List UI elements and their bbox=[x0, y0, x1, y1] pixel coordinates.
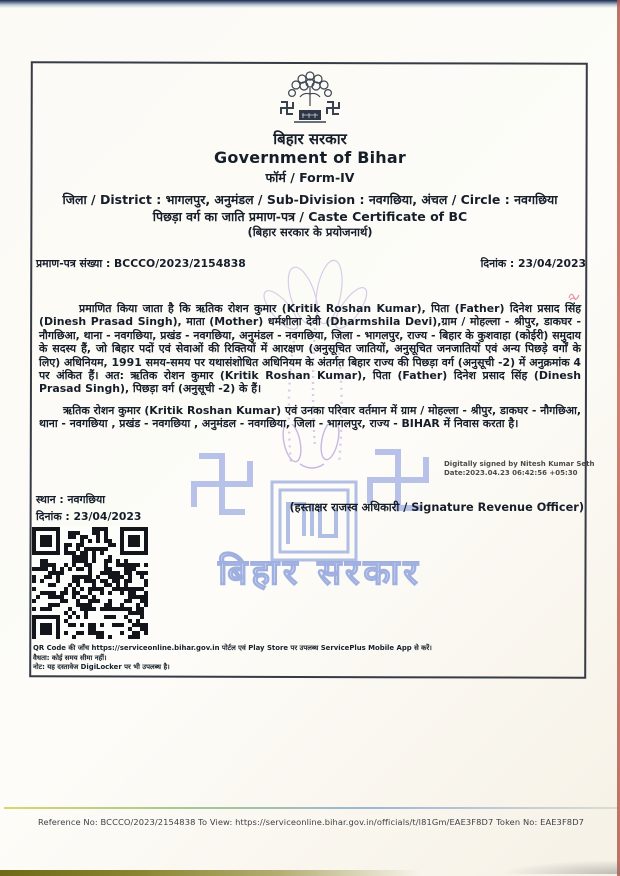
bihar-sarkar-watermark-text: बिहार सरकार bbox=[218, 553, 422, 593]
title-hindi: बिहार सरकार bbox=[273, 130, 347, 148]
district-line: जिला / District : भागलपुर, अनुमंडल / Sub-Division : नवगछिया, अंचल / Circle : नवगछिया bbox=[62, 192, 558, 207]
place-line: स्थान : नवगछिया bbox=[36, 493, 106, 506]
form-number-line: फॉर्म / Form-IV bbox=[265, 170, 355, 185]
certificate-number: प्रमाण-पत्र संख्या : BCCCO/2023/2154838 bbox=[36, 257, 246, 270]
scan-page-curl bbox=[500, 860, 620, 874]
title-english: Government of Bihar bbox=[214, 148, 406, 167]
certificate-title: पिछड़ा वर्ग का जाति प्रमाण-पत्र / Caste Certificate of BC bbox=[152, 209, 468, 224]
qr-caption-check: QR Code की जाँच https://serviceonline.bihar.gov.in पोर्टल एवं Play Store पर उपलब्ध ServicePlus Mobile App से करें। bbox=[33, 644, 432, 652]
residence-paragraph: ऋतिक रोशन कुमार (Kritik Roshan Kumar) एवं उनका परिवार वर्तमान में ग्राम / मोहल्ला - श्रीपुर, डाकघर - नौगछिआ, थाना - नवगछिया , प्रखंड - नवगछिया , अनुमंडल - नवगछिया, जिला - भागलपुर, राज्य - BIHAR में निवास करता है। bbox=[39, 404, 581, 431]
digital-signature-block bbox=[444, 460, 595, 478]
certificate-meta-row bbox=[36, 256, 586, 271]
certification-paragraph: प्रमाणित किया जाता है कि ऋतिक रोशन कुमार (Kritik Roshan Kumar), पिता (Father) दिनेश प्रसाद सिंह (Dinesh Prasad Singh), माता (Mother) धर्मशीला देवी (Dharmshila Devi),ग्राम / मोहल्ला - श्रीपुर, डाकघर - नौगछिआ, थाना - नवगछिया, प्रखंड - नवगछिया, अनुमंडल - नवगछिया, जिला - भागलपुर, राज्य - बिहार के कुशवाहा (कोईरी) समुदाय के सदस्य हैं, जो बिहार पदों एवं सेवाओं की रिक्तियों में आरक्षण (अनुसूचित जातियों, अनुसूचित जनजातियों एवं अन्य पिछड़े वर्गों के लिए) अधिनियम, 1991 समय-समय पर यथासंशोधित अधिनियम के अंतर्गत बिहार राज्य की पिछड़ा वर्ग (अनुसूची -2) में अनुक्रमांक 4 पर अंकित हैं। अत: ऋतिक रोशन कुमार (Kritik Roshan Kumar), पिता (Father) दिनेश प्रसाद सिंह (Dinesh Prasad Singh), पिछड़ा वर्ग (अनुसूची -2) के हैं। bbox=[39, 302, 581, 396]
bihar-government-emblem bbox=[272, 66, 348, 128]
digital-signature-name: Digitally signed by Nitesh Kumar Seth bbox=[444, 460, 595, 468]
footer-divider-line bbox=[4, 807, 618, 809]
digital-signature-date: Date:2023.04.23 06:42:56 +05:30 bbox=[444, 469, 578, 477]
qr-caption-note: नोट: यह दस्तावेज DigiLocker पर भी उपलब्ध है। bbox=[33, 663, 170, 672]
qr-code bbox=[32, 527, 148, 643]
purpose-line: (बिहार सरकार के प्रयोजनार्थ) bbox=[247, 225, 373, 239]
qr-caption-block bbox=[33, 644, 503, 673]
issue-date: दिनांक : 23/04/2023 bbox=[480, 257, 586, 270]
revenue-officer-signature-line: (हस्ताक्षर राजस्व अधिकारी / Signature Revenue Officer) bbox=[289, 501, 584, 514]
footer-reference-line: Reference No: BCCCO/2023/2154838 To View: https://serviceonline.bihar.gov.in/officials/t/l81Gm/EAE3F8D7 Token No: EAE3F8D7 bbox=[38, 817, 585, 827]
qr-caption-validity: वैधता: कोई समय सीमा नहीं। bbox=[33, 653, 107, 662]
pen-mark-artifact bbox=[568, 292, 582, 302]
scan-edge-top bbox=[0, 0, 620, 8]
place-date-line: दिनांक : 23/04/2023 bbox=[36, 510, 142, 523]
